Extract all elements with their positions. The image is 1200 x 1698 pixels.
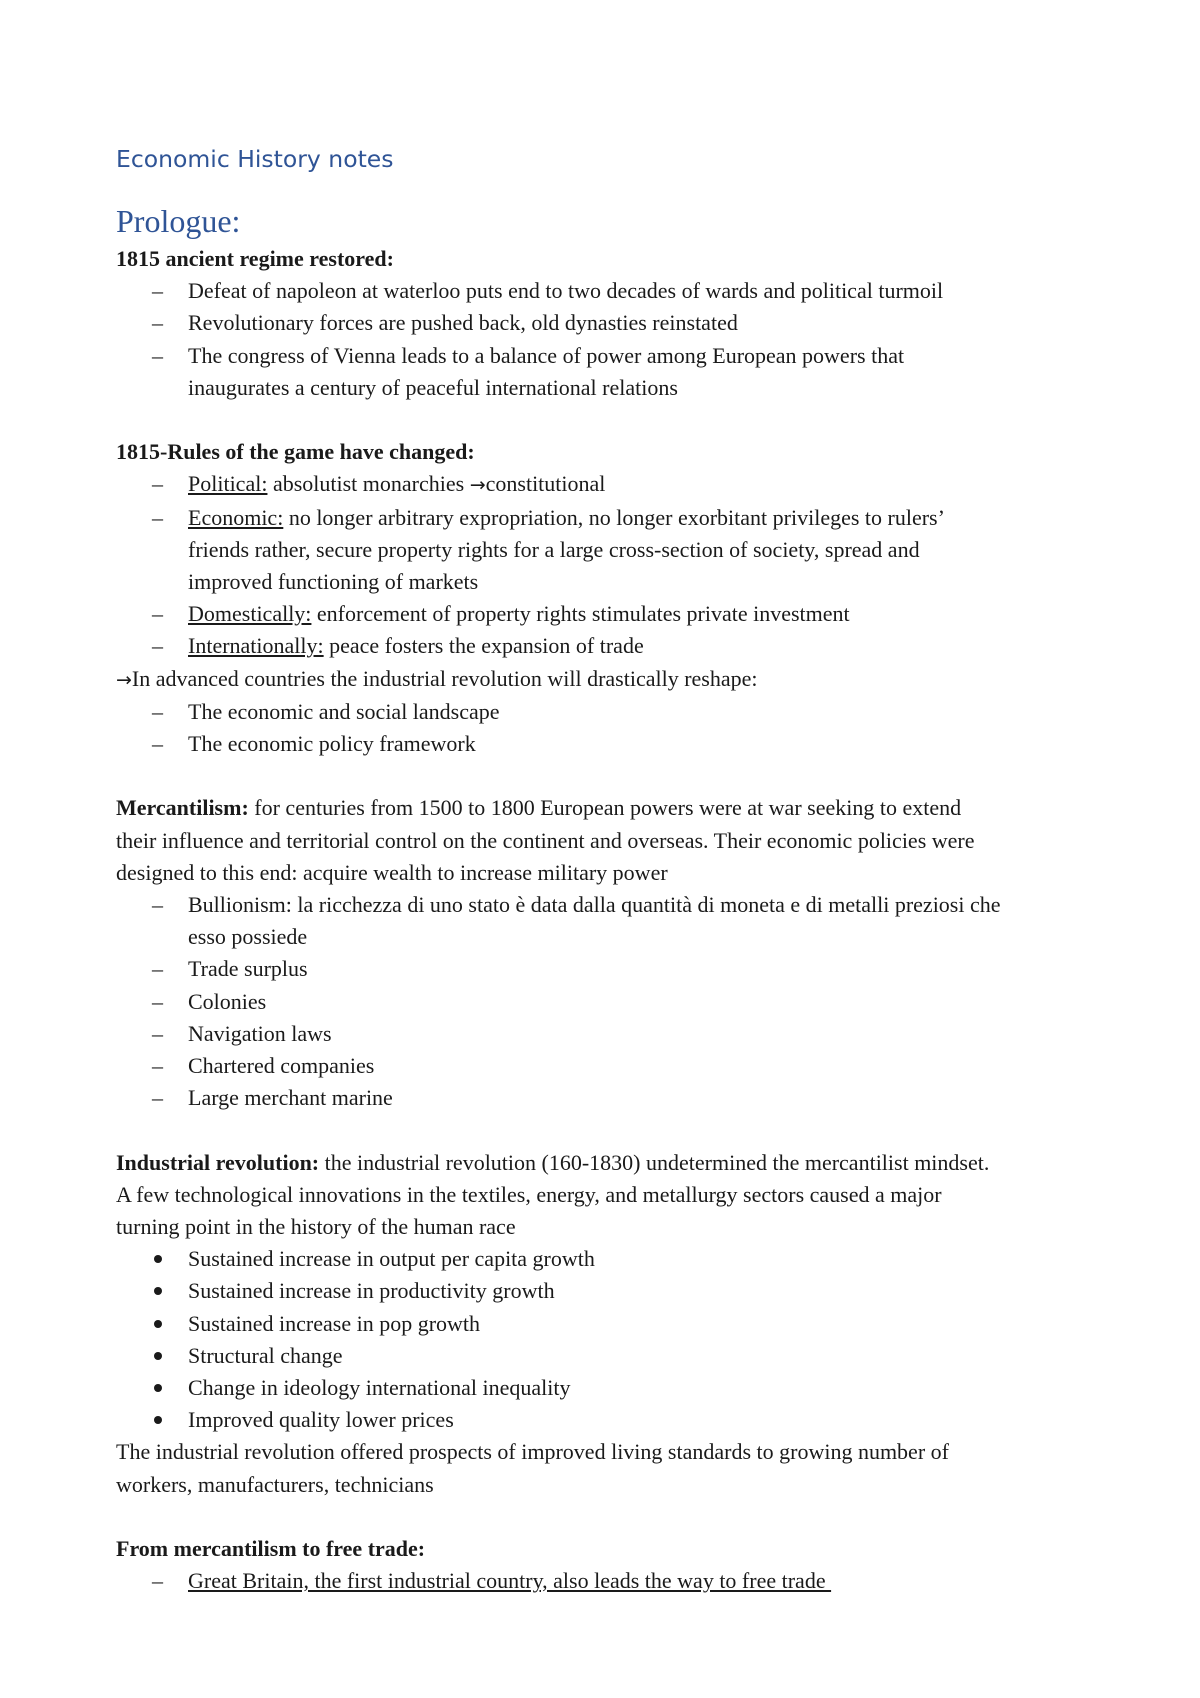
economic-label: Economic: [188, 504, 284, 530]
section-heading-mercantilism: Mercantilism: [116, 795, 249, 821]
bullet-icon [152, 1243, 172, 1275]
dash-marker [152, 598, 172, 630]
bullet-icon [152, 1404, 172, 1436]
bullet-item: Sustained increase in pop growth [116, 1308, 1116, 1340]
dash-marker [152, 889, 172, 921]
dash-marker [152, 630, 172, 662]
arrow-right-icon: → [116, 668, 132, 691]
bullet-icon [152, 1372, 172, 1404]
spacer [116, 1114, 1116, 1146]
paragraph-line: their influence and territorial control on the continent and overseas. Their economic policies were [116, 827, 975, 853]
arrow-line: →In advanced countries the industrial revolution will drastically reshape: [116, 665, 758, 691]
dash-marker [152, 307, 172, 339]
dash-marker [152, 275, 172, 307]
prologue-heading: Prologue: [116, 203, 241, 239]
list-item-continuation: inaugurates a century of peaceful international relations [188, 374, 678, 400]
list-item-continuation: esso possiede [188, 924, 308, 950]
spacer [116, 760, 1116, 792]
list-item-continuation: friends rather, secure property rights for a large cross-section of society, spread and [188, 536, 920, 562]
mercantilism-paragraph: Mercantilism: for centuries from 1500 to 1800 European powers were at war seeking to extend [116, 795, 962, 821]
paragraph-line: A few technological innovations in the textiles, energy, and metallurgy sectors caused a major [116, 1181, 942, 1207]
industrial-revolution-paragraph: Industrial revolution: the industrial revolution (160-1830) undetermined the mercantilist mindset. [116, 1149, 990, 1175]
arrow-right-icon: → [469, 474, 486, 497]
dash-marker [152, 340, 172, 372]
list-item: – Great Britain, the first industrial country, also leads the way to free trade [116, 1565, 1116, 1597]
list-item: – Revolutionary forces are pushed back, old dynasties reinstated [116, 307, 1116, 339]
dash-marker [152, 468, 172, 500]
spacer [116, 404, 1116, 436]
list-item: – Navigation laws [116, 1018, 1116, 1050]
document-title: Economic History notes [116, 145, 394, 173]
document-body [116, 243, 1116, 1597]
list-item: – The congress of Vienna leads to a balance of power among European powers that [116, 340, 1116, 372]
section-heading-free-trade: From mercantilism to free trade: [116, 1536, 426, 1562]
bullet-item: Sustained increase in productivity growth [116, 1275, 1116, 1307]
bullet-icon [152, 1275, 172, 1307]
paragraph-line: turning point in the history of the human race [116, 1214, 516, 1240]
list-item-economic: – Economic: no longer arbitrary expropriation, no longer exorbitant privileges to rulers’ [116, 502, 1116, 534]
list-item: – The economic policy framework [116, 728, 1116, 760]
dash-marker [152, 696, 172, 728]
bullet-item: Change in ideology international inequality [116, 1372, 1116, 1404]
political-label: Political: [188, 471, 268, 497]
bullet-item: Structural change [116, 1340, 1116, 1372]
internationally-label: Internationally: [188, 633, 324, 659]
paragraph-line: workers, manufacturers, technicians [116, 1471, 434, 1497]
list-item-domestically: – Domestically: enforcement of property rights stimulates private investment [116, 598, 1116, 630]
section-heading-rules-changed: 1815-Rules of the game have changed: [116, 439, 475, 465]
bullet-icon [152, 1340, 172, 1372]
domestically-label: Domestically: [188, 601, 312, 627]
paragraph-line: designed to this end: acquire wealth to increase military power [116, 859, 668, 885]
dash-marker [152, 1018, 172, 1050]
dash-marker [152, 728, 172, 760]
list-item: – Chartered companies [116, 1050, 1116, 1082]
list-item: – The economic and social landscape [116, 696, 1116, 728]
list-item-internationally: – Internationally: peace fosters the expansion of trade [116, 630, 1116, 662]
dash-marker [152, 986, 172, 1018]
list-item: – Trade surplus [116, 953, 1116, 985]
bullet-item: Improved quality lower prices [116, 1404, 1116, 1436]
list-item-continuation: improved functioning of markets [188, 569, 479, 595]
section-heading-ancient-regime: 1815 ancient regime restored: [116, 246, 394, 271]
dash-marker [152, 1565, 172, 1597]
list-item-political: – Political: absolutist monarchies →constitutional [116, 468, 1116, 501]
dash-marker [152, 1050, 172, 1082]
dash-marker [152, 953, 172, 985]
dash-marker [152, 1082, 172, 1114]
bullet-item: Sustained increase in output per capita growth [116, 1243, 1116, 1275]
list-item: – Bullionism: la ricchezza di uno stato è data dalla quantità di moneta e di metalli preziosi che [116, 889, 1116, 921]
paragraph-line: The industrial revolution offered prospects of improved living standards to growing number of [116, 1439, 949, 1465]
dash-marker [152, 502, 172, 534]
section-heading-industrial-revolution: Industrial revolution: [116, 1149, 320, 1175]
list-item: – Large merchant marine [116, 1082, 1116, 1114]
bullet-icon [152, 1308, 172, 1340]
list-item: – Colonies [116, 986, 1116, 1018]
spacer [116, 1501, 1116, 1533]
list-item: – Defeat of napoleon at waterloo puts end to two decades of wards and political turmoil [116, 275, 1116, 307]
